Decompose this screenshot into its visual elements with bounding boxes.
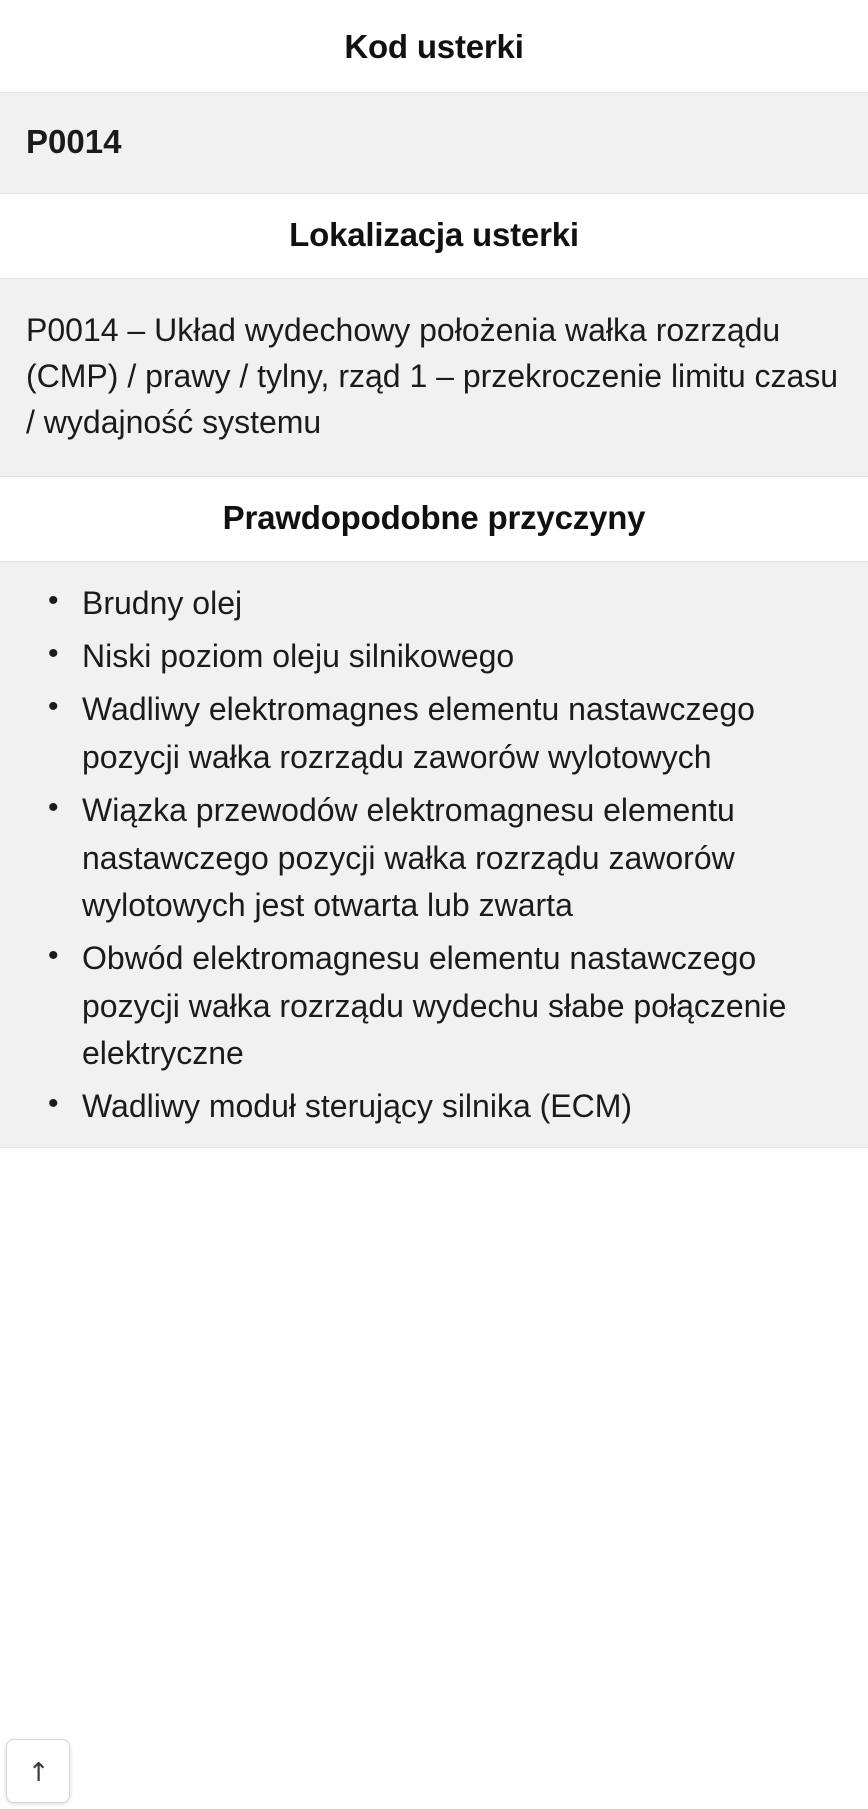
probable-causes-heading: Prawdopodobne przyczyny [0, 477, 868, 562]
fault-code-heading: Kod usterki [0, 0, 868, 93]
fault-location-text: P0014 – Układ wydechowy położenia wałka rozrządu (CMP) / prawy / tylny, rząd 1 – przekroczenie limitu czasu / wydajność systemu [0, 279, 868, 477]
arrow-up-right-icon: ↗ [19, 1752, 57, 1790]
list-item: • Wadliwy elektromagnes elementu nastawczego pozycji wałka rozrządu zaworów wylotowych [78, 686, 842, 781]
list-item: • Wiązka przewodów elektromagnesu elementu nastawczego pozycji wałka rozrządu zaworów wylotowych jest otwarta lub zwarta [78, 787, 842, 929]
list-item: • Niski poziom oleju silnikowego [78, 633, 842, 680]
list-item: • Obwód elektromagnesu elementu nastawczego pozycji wałka rozrządu wydechu słabe połączenie elektryczne [78, 935, 842, 1077]
probable-causes-block [0, 562, 868, 1148]
scroll-to-top-button[interactable] [6, 1739, 70, 1803]
list-item: • Wadliwy moduł sterujący silnika (ECM) [78, 1083, 842, 1130]
fault-location-heading: Lokalizacja usterki [0, 194, 868, 279]
list-item: • Brudny olej [78, 580, 842, 627]
probable-causes-list [26, 580, 842, 1131]
fault-code-value: P0014 [0, 93, 868, 194]
